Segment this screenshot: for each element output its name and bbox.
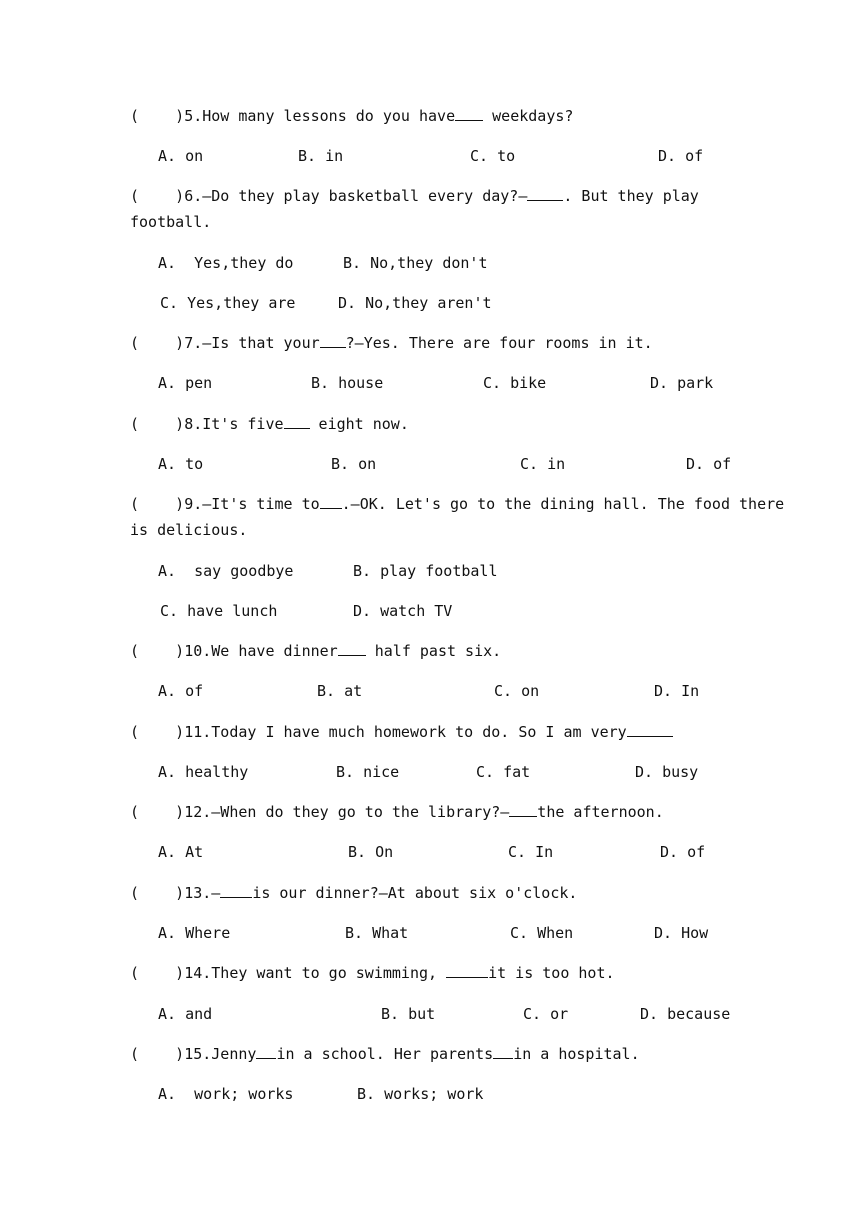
question-14: ( )14.They want to go swimming, it is too hot.: [130, 964, 615, 982]
answer-paren-close: ): [175, 884, 185, 902]
question-text: It's five: [202, 415, 284, 433]
option-b: B. play football: [353, 562, 498, 580]
answer-paren-open: (: [130, 1045, 140, 1063]
question-11: ( )11.Today I have much homework to do. So I am very: [130, 722, 673, 742]
answer-paren-open: (: [130, 964, 140, 982]
question-text: weekdays?: [483, 107, 574, 125]
answer-paren-close: ): [175, 1045, 185, 1063]
question-text: —It's time to: [202, 495, 320, 513]
option-a: A. healthy: [158, 763, 249, 781]
question-text: .—OK. Let's go to the dining hall. The food there: [341, 495, 785, 513]
answer-paren-open: (: [130, 415, 140, 433]
option-c: C. or: [523, 1005, 569, 1023]
question-text: eight now.: [309, 415, 409, 433]
option-d: D. park: [650, 374, 714, 392]
answer-blank[interactable]: [284, 414, 310, 429]
answer-blank[interactable]: [509, 802, 537, 817]
option-b: B. works; work: [357, 1085, 484, 1103]
option-b: B. at: [317, 682, 363, 700]
answer-blank[interactable]: [527, 186, 563, 201]
question-text: is our dinner?—At about six o'clock.: [252, 884, 578, 902]
option-b: B. No,they don't: [343, 254, 488, 272]
option-a: A. and: [158, 1005, 213, 1023]
option-a: A. say goodbye: [158, 562, 294, 580]
question-text: Jenny: [211, 1045, 257, 1063]
option-b: B. house: [311, 374, 384, 392]
question-number: 12: [184, 803, 203, 821]
question-text: We have dinner: [211, 642, 338, 660]
option-b: B. on: [331, 455, 377, 473]
answer-paren-close: ): [175, 187, 185, 205]
question-number: 11: [184, 723, 203, 741]
question-text: in a hospital.: [513, 1045, 640, 1063]
answer-blank[interactable]: [320, 333, 346, 348]
option-c: C. When: [510, 924, 574, 942]
question-text-continued: football.: [130, 213, 212, 231]
option-d: D. busy: [635, 763, 699, 781]
question-text: half past six.: [365, 642, 502, 660]
option-b: B. What: [345, 924, 409, 942]
answer-blank[interactable]: [455, 106, 483, 121]
answer-paren-open: (: [130, 884, 140, 902]
answer-paren-close: ): [175, 723, 185, 741]
question-8: ( )8.It's five eight now.: [130, 415, 409, 433]
option-a: A. work; works: [158, 1085, 294, 1103]
question-15: ( )15.Jenny in a school. Her parents in a hospital.: [130, 1045, 640, 1063]
option-a: A. pen: [158, 374, 213, 392]
answer-paren-close: ): [175, 803, 185, 821]
option-b: B. On: [348, 843, 394, 861]
answer-paren-close: ): [175, 107, 185, 125]
option-a: A. Where: [158, 924, 231, 942]
question-10: ( )10.We have dinner half past six.: [130, 642, 502, 660]
option-d: D. How: [654, 924, 709, 942]
question-text: —When do they go to the library?—: [211, 803, 510, 821]
question-13: ( )13.— is our dinner?—At about six o'clock.: [130, 884, 578, 902]
answer-blank[interactable]: [220, 883, 252, 898]
question-text: in a school. Her parents: [276, 1045, 494, 1063]
option-d: D. In: [654, 682, 700, 700]
question-text: They want to go swimming,: [211, 964, 447, 982]
option-c: C. In: [508, 843, 554, 861]
answer-paren-open: (: [130, 495, 140, 513]
answer-paren-open: (: [130, 107, 140, 125]
answer-paren-close: ): [175, 964, 185, 982]
question-text: —: [211, 884, 221, 902]
question-7: ( )7.—Is that your ?—Yes. There are four rooms in it.: [130, 334, 653, 352]
option-d: D. of: [660, 843, 706, 861]
option-c: C. have lunch: [160, 602, 278, 620]
option-a: A. to: [158, 455, 204, 473]
option-c: C. in: [520, 455, 566, 473]
question-text-continued: is delicious.: [130, 521, 248, 539]
option-c: C. on: [494, 682, 540, 700]
option-c: C. Yes,they are: [160, 294, 296, 312]
question-text: How many lessons do you have: [202, 107, 456, 125]
question-5: ( )5.How many lessons do you have weekdays?: [130, 107, 574, 125]
question-number: 10: [184, 642, 203, 660]
question-number: 6: [184, 187, 194, 205]
option-d: D. because: [640, 1005, 731, 1023]
option-c: C. bike: [483, 374, 547, 392]
question-number: 14: [184, 964, 203, 982]
question-text: —Is that your: [202, 334, 320, 352]
question-12: ( )12.—When do they go to the library?— the afternoon.: [130, 803, 664, 821]
answer-paren-close: ): [175, 415, 185, 433]
option-b: B. in: [298, 147, 344, 165]
answer-paren-open: (: [130, 642, 140, 660]
answer-paren-close: ): [175, 495, 185, 513]
answer-blank[interactable]: [320, 494, 342, 509]
answer-paren-close: ): [175, 334, 185, 352]
option-c: C. to: [470, 147, 516, 165]
question-number: 5: [184, 107, 194, 125]
option-b: B. nice: [336, 763, 400, 781]
option-d: D. watch TV: [353, 602, 453, 620]
answer-paren-open: (: [130, 723, 140, 741]
question-number: 15: [184, 1045, 203, 1063]
option-a: A. At: [158, 843, 204, 861]
answer-paren-open: (: [130, 187, 140, 205]
option-c: C. fat: [476, 763, 531, 781]
answer-paren-open: (: [130, 334, 140, 352]
question-text: —Do they play basketball every day?—: [202, 187, 528, 205]
option-b: B. but: [381, 1005, 436, 1023]
question-number: 7: [184, 334, 194, 352]
question-number: 9: [184, 495, 194, 513]
question-number: 8: [184, 415, 194, 433]
answer-blank[interactable]: [446, 963, 488, 978]
option-a: A. Yes,they do: [158, 254, 294, 272]
question-6: ( )6.—Do they play basketball every day?— . But they play: [130, 187, 699, 205]
question-text: it is too hot.: [488, 964, 615, 982]
question-text: the afternoon.: [537, 803, 664, 821]
answer-paren-open: (: [130, 803, 140, 821]
question-text: . But they play: [563, 187, 699, 205]
option-a: A. on: [158, 147, 204, 165]
option-d: D. of: [658, 147, 704, 165]
answer-blank[interactable]: [338, 641, 366, 656]
answer-blank[interactable]: [493, 1044, 513, 1059]
answer-paren-close: ): [175, 642, 185, 660]
answer-blank[interactable]: [627, 722, 673, 737]
option-d: D. No,they aren't: [338, 294, 492, 312]
question-9: ( )9.—It's time to .—OK. Let's go to the dining hall. The food there: [130, 495, 785, 513]
answer-blank[interactable]: [256, 1044, 276, 1059]
question-text: Today I have much homework to do. So I am very: [211, 723, 627, 741]
question-text: ?—Yes. There are four rooms in it.: [345, 334, 653, 352]
question-number: 13: [184, 884, 203, 902]
option-a: A. of: [158, 682, 204, 700]
option-d: D. of: [686, 455, 732, 473]
